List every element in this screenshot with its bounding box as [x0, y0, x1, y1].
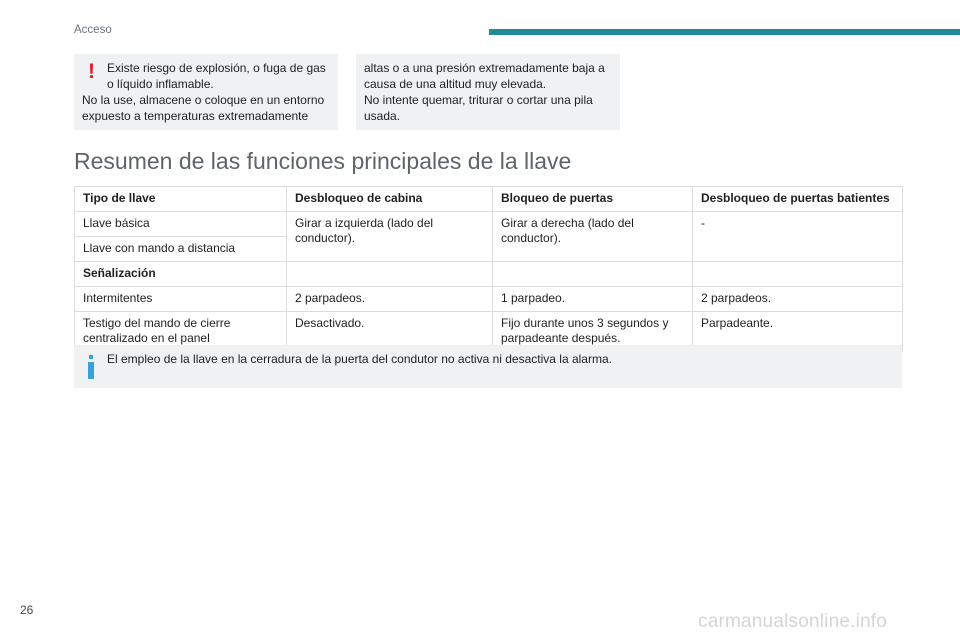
- warning-text-3: altas o a una presión extremadamente baja a causa de una altitud muy elevada.: [364, 61, 605, 91]
- cell-lock-lamp: Testigo del mando de cierre centralizado en el panel: [75, 312, 287, 352]
- warning-text-1: Existe riesgo de explosión, o fuga de gas o líquido inflamable.: [107, 61, 326, 91]
- warning-box-left: [74, 54, 338, 130]
- cell-key-basic: Llave básica: [75, 212, 287, 237]
- table-row: [75, 287, 903, 312]
- table-header-row: [75, 187, 903, 212]
- header-door-lock: Bloqueo de puertas: [493, 187, 693, 212]
- cell-swing-doors: -: [693, 212, 903, 262]
- cell-indicators: Intermitentes: [75, 287, 287, 312]
- cell-door-lock: Girar a derecha (lado del conductor).: [493, 212, 693, 262]
- page-title: Resumen de las funciones principales de la llave: [74, 148, 572, 174]
- cell-lock-lamp-swing: Parpadeante.: [693, 312, 903, 352]
- cell-section-signaling: Señalización: [75, 262, 287, 287]
- cell-cab-unlock: Girar a izquierda (lado del conductor).: [287, 212, 493, 262]
- key-functions-table: [74, 186, 903, 352]
- page-number: 26: [20, 603, 34, 617]
- cell-indicators-lock: 1 parpadeo.: [493, 287, 693, 312]
- header-swing-doors-unlock: Desbloqueo de puertas batientes: [693, 187, 903, 212]
- section-label: Acceso: [74, 24, 112, 36]
- watermark: carmanualsonline.info: [698, 611, 888, 632]
- table-row: [75, 212, 903, 237]
- info-icon: [88, 355, 94, 379]
- info-text: El empleo de la llave en la cerradura de la puerta del condutor no activa ni desactiva la alarma.: [107, 352, 612, 366]
- cell-indicators-swing: 2 parpadeos.: [693, 287, 903, 312]
- warning-text-2: No la use, almacene o coloque en un entorno expuesto a temperaturas extremadamente: [82, 93, 325, 123]
- table-section-row: [75, 262, 903, 287]
- header-key-type: Tipo de llave: [75, 187, 287, 212]
- info-box: [74, 345, 902, 388]
- header-cab-unlock: Desbloqueo de cabina: [287, 187, 493, 212]
- exclamation-icon: !: [88, 60, 95, 83]
- warning-box-right: [356, 54, 620, 130]
- cell-lock-lamp-lock: Fijo durante unos 3 segundos y parpadeante después.: [493, 312, 693, 352]
- cell-lock-lamp-cab: Desactivado.: [287, 312, 493, 352]
- cell-indicators-cab: 2 parpadeos.: [287, 287, 493, 312]
- header-accent-bar: [489, 29, 960, 35]
- warning-text-4: No intente quemar, triturar o cortar una pila usada.: [364, 93, 593, 123]
- cell-key-remote: Llave con mando a distancia: [75, 237, 287, 262]
